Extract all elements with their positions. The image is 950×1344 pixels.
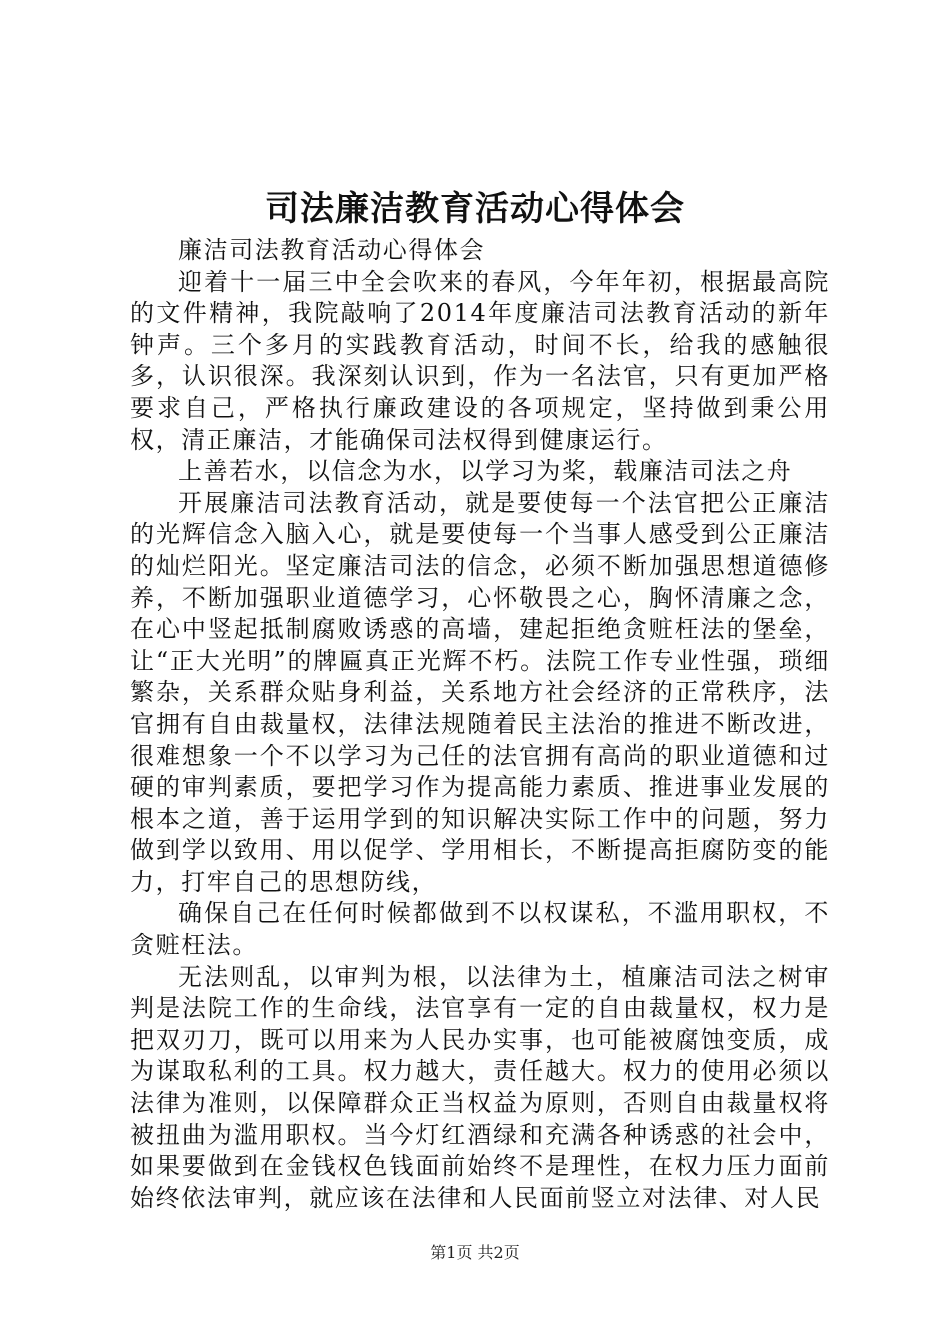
body-paragraph: 确保自己在任何时候都做到不以权谋私，不滥用职权，不贪赃枉法。 bbox=[130, 899, 830, 960]
document-title: 司法廉洁教育活动心得体会 bbox=[265, 189, 685, 229]
document-body bbox=[130, 235, 830, 1214]
body-paragraph: 开展廉洁司法教育活动，就是要使每一个法官把公正廉洁的光辉信念入脑入心，就是要使每一个当事人感受到公正廉洁的灿烂阳光。坚定廉洁司法的信念，必须不断加强思想道德修养，不断加强职业道德学习，心怀敬畏之心，胸怀清廉之念，在心中竖起抵制腐败诱惑的高墙，建起拒绝贪赃枉法的堡垒，让“正大光明”的牌匾真正光辉不朽。法院工作专业性强，琐细繁杂，关系群众贴身利益，关系地方社会经济的正常秩序，法官拥有自由裁量权，法律法规随着民主法治的推进不断改进，很难想象一个不以学习为己任的法官拥有高尚的职业道德和过硬的审判素质，要把学习作为提高能力素质、推进事业发展的根本之道，善于运用学到的知识解决实际工作中的问题，努力做到学以致用、用以促学、学用相长，不断提高拒腐防变的能力，打牢自己的思想防线， bbox=[130, 488, 830, 896]
page-footer: 第1页 共2页 bbox=[430, 1243, 520, 1262]
section-heading-paragraph: 上善若水，以信念为水，以学习为桨，载廉洁司法之舟 bbox=[178, 457, 793, 486]
subtitle-paragraph: 廉洁司法教育活动心得体会 bbox=[178, 236, 486, 264]
body-paragraph: 无法则乱，以审判为根，以法律为土，植廉洁司法之树审判是法院工作的生命线，法官享有一定的自由裁量权，权力是把双刃刀，既可以用来为人民办实事，也可能被腐蚀变质，成为谋取私利的工具。权力越大，责任越大。权力的使用必须以法律为准则，以保障群众正当权益为原则，否则自由裁量权将被扭曲为滥用职权。当今灯红酒绿和充满各种诱惑的社会中，如果要做到在金钱权色钱面前始终不是理性，在权力压力面前始终依法审判，就应该在法律和人民面前竖立对法律、对人民 bbox=[130, 962, 830, 1212]
body-paragraph: 迎着十一届三中全会吹来的春风，今年年初，根据最高院的文件精神，我院敲响了2014年度廉洁司法教育活动的新年钟声。三个多月的实践教育活动，时间不长，给我的感触很多，认识很深。我深刻认识到，作为一名法官，只有更加严格要求自己，严格执行廉政建设的各项规定，坚持做到秉公用权，清正廉洁，才能确保司法权得到健康运行。 bbox=[130, 267, 830, 454]
